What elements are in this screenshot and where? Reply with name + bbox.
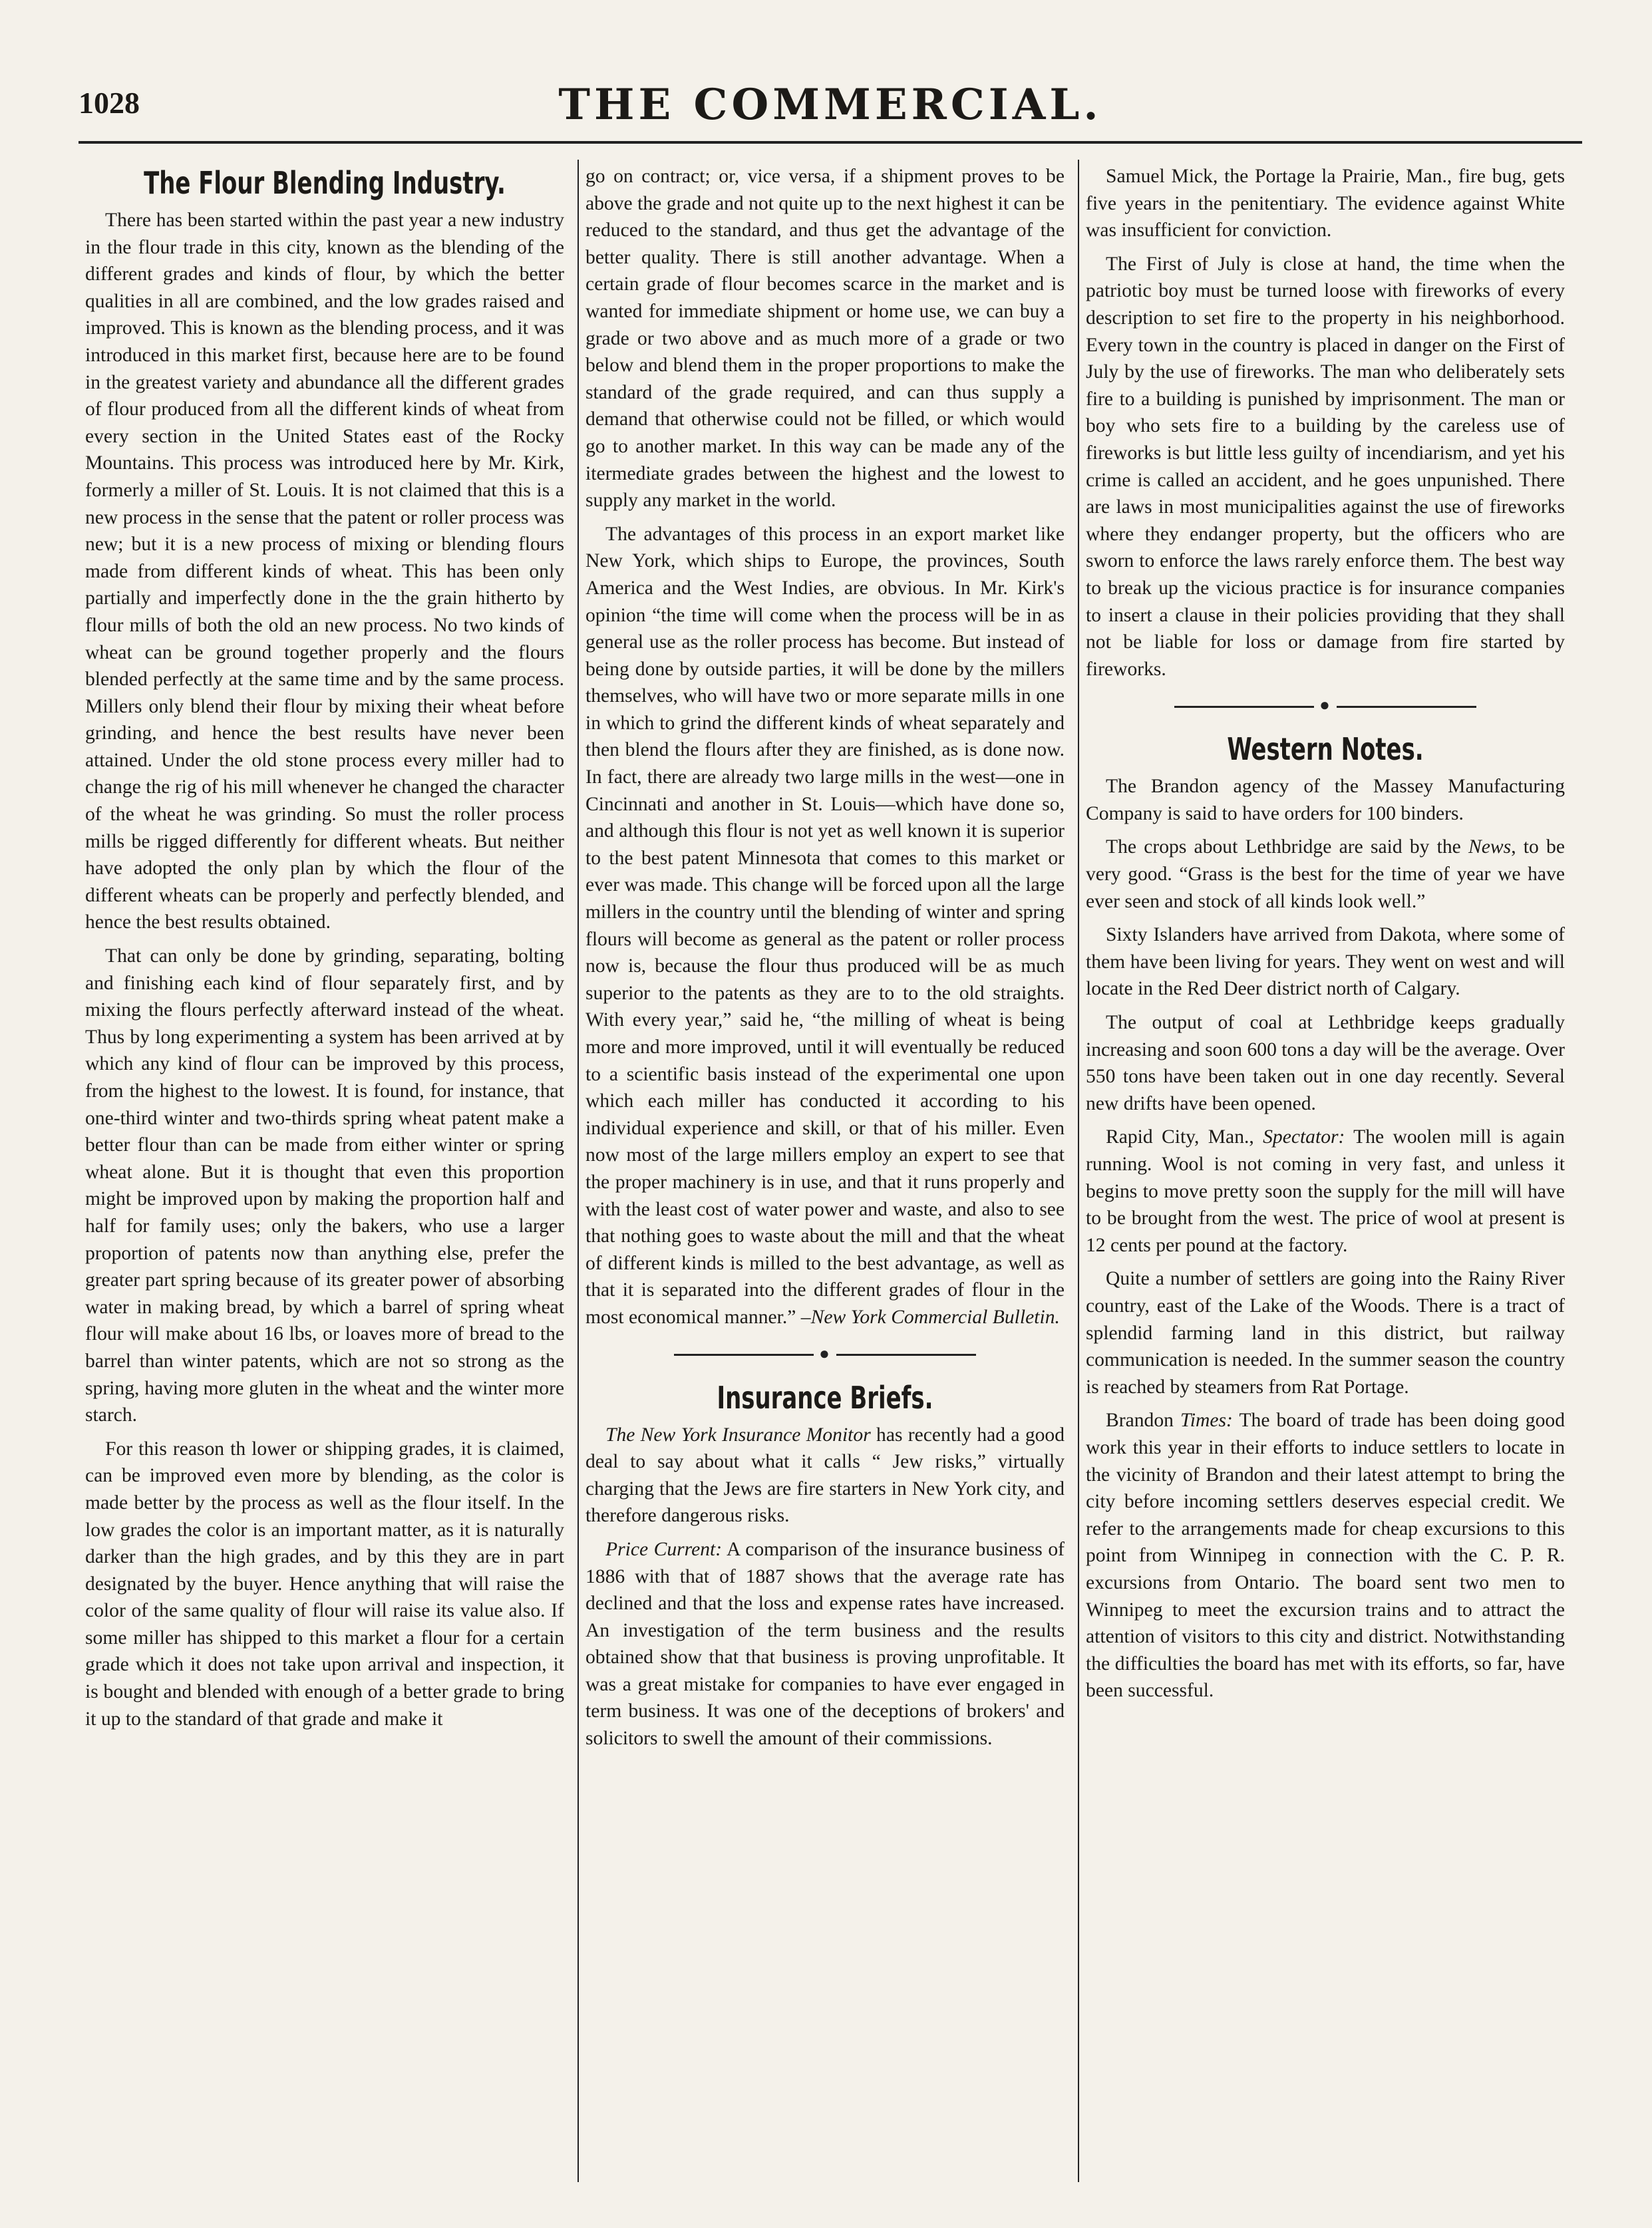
flour-article-headline: The Flour Blending Industry.: [144, 165, 506, 201]
flour-source: –New York Commercial Bulletin.: [800, 1306, 1060, 1328]
insurance-paragraph-1-text: has recently had a good deal to say about what it calls “ Jew risks,” virtually charging that the Jews are fire starters in New York city, and therefore dangerous risks.: [585, 1424, 1065, 1527]
western-source-news: News: [1468, 836, 1512, 858]
western-paragraph-5-a: Rapid City, Man.,: [1106, 1126, 1263, 1148]
western-paragraph-7: [1086, 1407, 1565, 1704]
column-2: [585, 163, 1065, 1752]
masthead: THE COMMERCIAL.: [558, 80, 1102, 130]
western-paragraph-1: The Brandon agency of the Massey Manufacturing Company is said to have orders for 100 binders.: [1086, 776, 1565, 824]
flour-paragraph-2: That can only be done by grinding, separating, bolting and finishing each kind of flour separately first, and by mixing the flours perfectly afterward instead of the wheat. Thus by long experimenting a system has been arrived at by which any kind of flour can be improved by this process, from the highest to the lowest. It is found, for instance, that one-third winter and two-thirds spring wheat patent make a better flour than can be made from either winter or spring wheat alone. But it is thought that even this proportion might be improved upon by making the proportion half and half for family uses; only the bakers, who use a larger proportion of patents now than anything else, prefer the greater part spring because of its greater power of absorbing water in making bread, by which a barrel of spring wheat flour will make about 16 lbs, or loaves more of bread to the barrel than winter patents, which are not so strong as the spring, having more gluten in the wheat and the winter more starch.: [85, 945, 564, 1426]
insurance-paragraph-4: The First of July is close at hand, the time when the patriotic boy must be turned loose with fireworks of every description to set fire to the property in his neighborhood. Every town in the country is placed in danger on the First of July by the use of fireworks. The man who deliberately sets fire to a building is punished by imprisonment. The man or boy who sets fire to a building by the careless use of fireworks is but little less guilty of incendiarism, and yet his crime is called an accident, and he goes unpunished. There are laws in most municipalities against the use of fireworks where they endanger property, but the officers who are sworn to enforce the laws rarely enforce them. The best way to break up the vicious practice is for insurance companies to insert a clause in their policies providing that they shall not be liable for loss or damage from fire started by fireworks.: [1086, 253, 1565, 680]
column-3: [1086, 163, 1565, 1704]
column-1: [85, 163, 564, 1732]
western-paragraph-2: [1086, 834, 1565, 915]
column-rule-left: [578, 160, 579, 2182]
western-paragraph-7-a: Brandon: [1106, 1410, 1180, 1432]
page-number: 1028: [79, 86, 140, 120]
insurance-paragraph-2-text: A comparison of the insurance business of 1886 with that of 1887 shows that the average rate has declined and that the loss and expense rates have increased. An investigation of the term business and the results obtained show that that business is proving unprofitable. It was a great mistake for companies to have ever engaged in term business. It was one of the deceptions of brokers' and solicitors to swell the amount of their commissions.: [585, 1538, 1065, 1750]
section-divider: ●: [1086, 692, 1565, 718]
western-notes-headline: Western Notes.: [1227, 731, 1424, 768]
western-paragraph-6: Quite a number of settlers are going into the Rainy River country, east of the Lake of the Woods. There is a tract of splendid farming land in this district, but railway communication is needed. In the summer season the country is reached by steamers from Rat Portage.: [1086, 1268, 1565, 1398]
insurance-headline: Insurance Briefs.: [717, 1379, 933, 1416]
flour-paragraph-1: There has been started within the past year a new industry in the flour trade in this city, known as the blending of the different grades and kinds of flour, by which the better qualities in all are combined, and the low grades raised and improved. This is known as the blending process, and it was introduced in this market first, because here are to be found in the greatest variety and abundance all the different grades of flour produced from all the different kinds of wheat from every section in the United States east of the Rocky Mountains. This process was introduced here by Mr. Kirk, formerly a miller of St. Louis. It is not claimed that this is a new process in the sense that the patent or roller process was new; but it is a new process of mixing or blending flours made from different kinds of wheat. This has been only partially and imperfectly done in the the grain hitherto by flour mills of both the old an new process. No two kinds of wheat can be ground together properly and the flours blended perfectly at the same time and by the same process. Millers only blend their flour by mixing their wheat before grinding, and hence the best results have never been attained. Under the old stone process every miller had to change the rig of his mill whenever he changed the character of the wheat he was grinding. So must the roller process mills be rigged differently for different wheats. But neither have adopted the only plan by which the flour of the different wheats can be properly and perfectly blended, and hence the best results obtained.: [85, 210, 564, 933]
header-rule: [79, 141, 1582, 144]
western-paragraph-5: [1086, 1124, 1565, 1259]
flour-paragraph-4: go on contract; or, vice versa, if a shipment proves to be above the grade and not quite up to the next highest it can be reduced to the standard, and thus get the advantage of the better quality. There is still another advantage. When a certain grade of flour becomes scarce in the market and is wanted for immediate shipment or home use, we can buy a grade or two above and as much more of a grade or two below and blend them in the proper proportions to make the standard of the grade required, and can thus supply a demand that otherwise could not be filled, or which would go to another market. In this way can be made any of the itermediate grades between the highest and the lowest to supply any market in the world.: [585, 166, 1065, 512]
western-source-times: Times:: [1180, 1410, 1233, 1432]
column-rule-right: [1078, 160, 1079, 2182]
western-source-spectator: Spectator:: [1263, 1126, 1345, 1148]
page-header: [79, 80, 1582, 133]
section-divider: ●: [585, 1341, 1065, 1367]
flour-paragraph-5-text: The advantages of this process in an export market like New York, which ships to Europe, the provinces, South America and the West Indies, are obvious. In Mr. Kirk's opinion “the time will come when the process will be in as general use as the roller process has become. But instead of being done by outside parties, it will be done by the millers themselves, who will have two or more separate mills in one in which to grind the different kinds of wheat separately and then blend the flours after they are finished, as is done now. In fact, there are already two large mills in the west—one in Cincinnati and another in St. Louis—which have done so, and although this flour is not yet as well known it is superior to the best patent Minnesota that comes to this market or ever was made. This change will be forced upon all the large millers in the country until the blending of winter and spring flours will become as general as the patent or roller process now is, because the flour thus produced will be as much superior to the patents as they are to to the old straights. With every year,” said he, “the milling of wheat is being more and more improved, until it will eventually be reduced to a scientific basis instead of the experimental one upon which each miller has conducted it according to his individual experience and skill, or that of his miller. Even now most of the large millers employ an expert to see that the proper machinery is in use, and that it runs properly and with the least cost of water power and waste, and also to see that nothing goes to waste about the mill and that the wheat of different kinds is milled to the best advantage, as well as that it is separated into the different grades of flour in the most economical manner.”: [585, 523, 1065, 1328]
insurance-source-2: Price Current:: [605, 1538, 723, 1560]
flour-paragraph-3: For this reason th lower or shipping grades, it is claimed, can be improved even more by blending, as the color is made better by the process as well as the flour itself. In the low grades the color is an important matter, as it is naturally darker than the high grades, and by this they are in part designated by the buyer. Hence anything that will raise the color of the same quality of flour will raise its value also. If some miller has shipped to this market a flour for a certain grade which it does not take upon arrival and inspection, it is bought and blended with enough of a better grade to bring it up to the standard of that grade and make it: [85, 1438, 564, 1730]
western-paragraph-2-b: , to be very good. “Grass is the best for the time of year we have ever seen and stock of all kinds look well.”: [1086, 836, 1565, 912]
insurance-paragraph-3: Samuel Mick, the Portage la Prairie, Man., fire bug, gets five years in the penitentiary. The evidence against White was insufficient for conviction.: [1086, 166, 1565, 241]
western-paragraph-7-b: The board of trade has been doing good work this year in their efforts to induce settlers to locate in the vicinity of Brandon and their latest attempt to bring the city before incoming settlers deserves especial credit. We refer to the arrangements made for cheap excursions to this point from Winnipeg in connection with the C. P. R. excursions from Ontario. The board sent two men to Winnipeg to meet the excursion trains and to attract the attention of visitors to this city and district. Notwithstanding the difficulties the board has met with its efforts, so far, have been successful.: [1086, 1410, 1565, 1702]
western-paragraph-2-a: The crops about Lethbridge are said by the: [1106, 836, 1469, 858]
western-paragraph-3: Sixty Islanders have arrived from Dakota, where some of them have been living for years. They went on west and will locate in the Red Deer district north of Calgary.: [1086, 924, 1565, 1000]
insurance-paragraph-1: [585, 1422, 1065, 1529]
western-paragraph-5-b: The woolen mill is again running. Wool is not coming in very fast, and unless it begins to move pretty soon the supply for the mill will have to be brought from the west. The price of wool at present is 12 cents per pound at the factory.: [1086, 1126, 1565, 1256]
flour-paragraph-5: [585, 521, 1065, 1331]
insurance-source-1: The New York Insurance Monitor: [605, 1424, 871, 1446]
western-paragraph-4: The output of coal at Lethbridge keeps gradually increasing and soon 600 tons a day will be the average. Over 550 tons have been taken out in one day recently. Several new drifts have been opened.: [1086, 1012, 1565, 1114]
insurance-paragraph-2: [585, 1536, 1065, 1752]
